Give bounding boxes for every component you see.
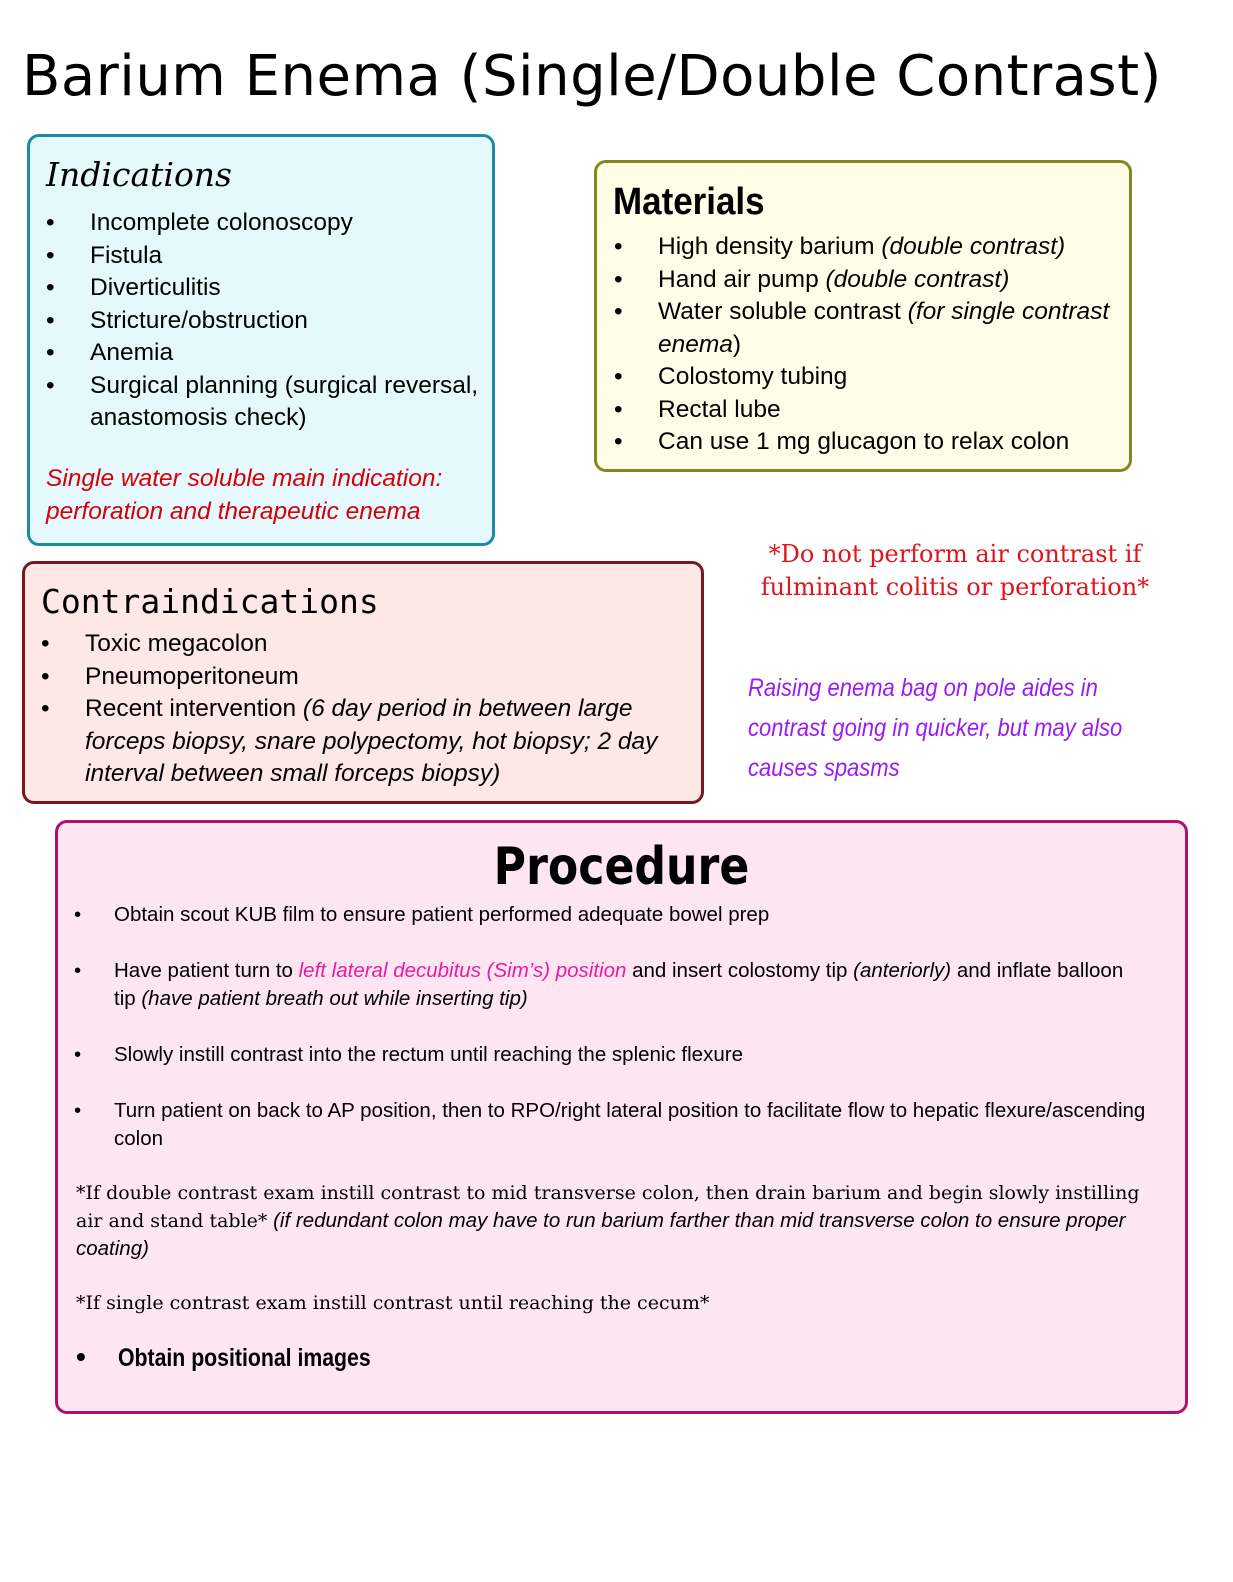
list-item <box>614 231 1124 264</box>
list-item <box>614 361 1124 394</box>
step-text: Have patient turn to <box>114 959 299 982</box>
tip-note: Raising enema bag on pole aides in contrast going in quicker, but may also causes spasms <box>748 674 1123 782</box>
item-text: Colostomy tubing <box>658 363 848 390</box>
double-contrast-note <box>76 1179 1166 1263</box>
item-text: Water soluble contrast <box>658 298 908 325</box>
final-text: Obtain positional images <box>118 1344 371 1372</box>
list-item: • Fistula <box>46 240 486 273</box>
item-text: Rectal lube <box>658 395 781 423</box>
indications-list <box>46 207 486 435</box>
step-text: and insert colostomy tip <box>626 959 854 982</box>
procedure-step <box>58 1041 1158 1069</box>
item-text: Hand air pump <box>658 265 826 293</box>
procedure-heading: Procedure <box>493 837 750 897</box>
list-item <box>41 628 691 661</box>
procedure-box <box>55 820 1188 1414</box>
item-italic: (6 day period in between large forceps biopsy, snare polypectomy, hot biopsy; 2 day interval between small forceps biopsy) <box>85 695 658 787</box>
bullet-icon: • <box>74 959 82 982</box>
list-item <box>41 661 691 694</box>
bullet-icon: • <box>76 1341 86 1372</box>
item-italic: (double contrast) <box>825 265 1010 293</box>
item-text: Pneumoperitoneum <box>85 662 299 690</box>
materials-list <box>614 231 1124 459</box>
procedure-step <box>58 1097 1148 1153</box>
procedure-step <box>58 901 1158 929</box>
bullet-icon: • <box>74 903 82 926</box>
item-italic: (for single contrast enema <box>658 298 1110 358</box>
contraindications-heading: Contraindications <box>41 582 379 621</box>
procedure-final-step <box>76 1341 415 1373</box>
list-item <box>41 693 691 791</box>
list-item: • Incomplete colonoscopy <box>46 207 486 240</box>
note-italic: (if redundant colon may have to run barium farther than mid transverse colon to ensure proper coating) <box>76 1209 1126 1260</box>
list-item: • Anemia <box>46 337 486 370</box>
materials-heading: Materials <box>613 181 765 223</box>
step-text: Slowly instill contrast into the rectum until reaching the splenic flexure <box>114 1043 743 1066</box>
materials-box <box>594 160 1132 472</box>
step-text: Turn patient on back to AP position, then to RPO/right lateral position to facilitate flow to hepatic flexure/ascending colon <box>114 1099 1146 1150</box>
list-item <box>614 426 1124 459</box>
page-title: Barium Enema (Single/Double Contrast) <box>22 44 1162 109</box>
step-italic: (have patient breath out while inserting tip) <box>141 987 528 1010</box>
contraindications-list <box>41 628 691 791</box>
indications-heading: Indications <box>46 155 232 194</box>
bullet-icon: • <box>74 1099 82 1122</box>
list-item: • Diverticulitis <box>46 272 486 305</box>
item-text: Can use 1 mg glucagon to relax colon <box>658 428 1070 455</box>
indications-box <box>27 134 495 546</box>
list-item: • Stricture/obstruction <box>46 305 486 338</box>
indications-note: Single water soluble main indication: perforation and therapeutic enema <box>46 465 443 525</box>
step-highlight: left lateral decubitus (Sim’s) position <box>298 959 627 982</box>
list-item <box>614 264 1124 297</box>
step-text: and inflate balloon tip <box>114 959 1124 1010</box>
item-text: Recent intervention <box>85 695 303 722</box>
list-item: • Surgical planning (surgical reversal, anastomosis check) <box>46 370 486 435</box>
item-italic: (double contrast) <box>881 233 1066 260</box>
list-item <box>614 296 1124 361</box>
step-text: Obtain scout KUB film to ensure patient performed adequate bowel prep <box>114 903 770 926</box>
warning-note: *Do not perform air contrast if fulminant colitis or perforation* <box>760 540 1150 601</box>
single-contrast-note <box>76 1289 1166 1317</box>
item-text: Toxic megacolon <box>85 630 268 657</box>
list-item <box>614 394 1124 427</box>
item-after: ) <box>732 330 742 358</box>
bullet-icon: • <box>74 1043 82 1066</box>
step-italic: (anteriorly) <box>853 959 952 982</box>
item-text: High density barium <box>658 233 882 260</box>
contraindications-box <box>22 561 704 804</box>
note-text: *If single contrast exam instill contrast until reaching the cecum* <box>76 1292 710 1314</box>
note-text: *If double contrast exam instill contrast to mid transverse colon, then drain barium and begin slowly instilling air and stand table* <box>76 1182 1140 1232</box>
procedure-step <box>58 957 1148 1013</box>
